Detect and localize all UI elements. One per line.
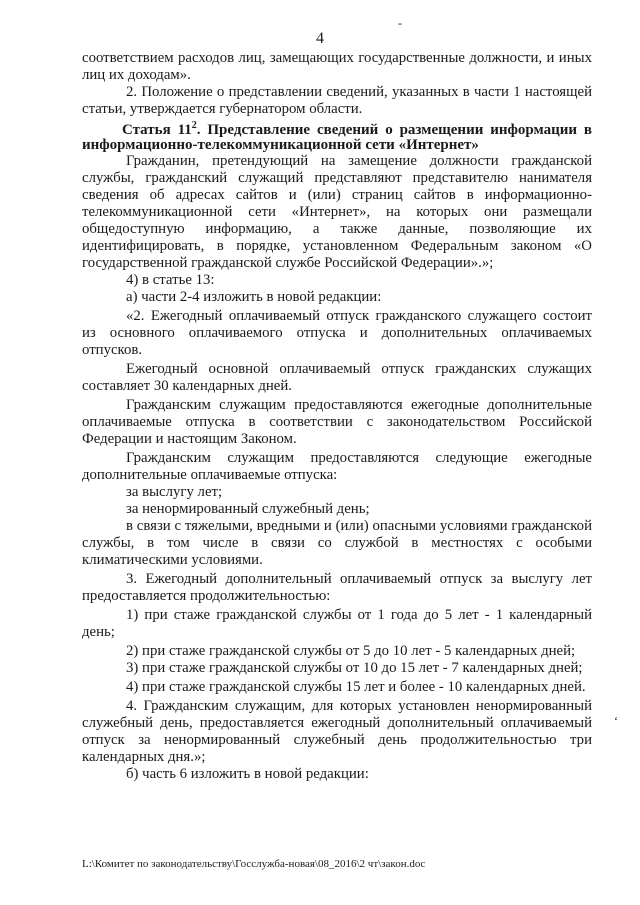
list-item: 4) при стаже гражданской службы 15 лет и более - 10 календарных дней. — [126, 679, 586, 695]
paragraph: 4. Гражданским служащим, для которых установлен ненормированный служебный день, предоставляется ежегодный дополнительный оплачиваемый отпуск за ненормированный служебный день продолжительностью три календарных дня.»; — [82, 698, 592, 765]
paragraph: «2. Ежегодный оплачиваемый отпуск гражданского служащего состоит из основного оплачиваемого отпуска и дополнительных оплачиваемых отпусков. — [82, 308, 592, 358]
list-item: 1) при стаже гражданской службы от 1 года до 5 лет - 1 календарный день; — [82, 607, 592, 640]
paragraph: 3. Ежегодный дополнительный оплачиваемый отпуск за выслугу лет предоставляется продолжительностью: — [82, 571, 592, 604]
paragraph: 2. Положение о представлении сведений, указанных в части 1 настоящей статьи, утверждается губернатором области. — [82, 84, 592, 117]
page-number: 4 — [316, 30, 324, 47]
paragraph: Ежегодный основной оплачиваемый отпуск гражданских служащих составляет 30 календарных дней. — [82, 361, 592, 394]
article-heading-prefix: Статья 11 — [122, 122, 192, 138]
paragraph: а) части 2-4 изложить в новой редакции: — [126, 289, 382, 305]
article-heading-superscript: 2 — [191, 120, 197, 131]
article-heading-text: . Представление сведений о размещении информации в информационно-телекоммуникационной сети «Интернет» — [82, 122, 593, 153]
paragraph: Гражданин, претендующий на замещение должности гражданской службы, гражданский служащий представляют представителю нанимателя сведения об адресах сайтов и (или) страниц сайтов в информационно-телекоммуникационной сети «Интернет», на которых они размещали общедоступную информацию, а также данные, позволяющие их идентифицировать, в порядке, установленном Федеральным законом «О государственной гражданской службе Российской Федерации».»; — [82, 153, 592, 271]
article-heading — [82, 118, 592, 153]
paragraph: б) часть 6 изложить в новой редакции: — [126, 766, 369, 782]
file-path-footer: L:\Комитет по законодательству\Госслужба-новая\08_2016\2 чт\закон.doc — [82, 858, 426, 870]
scan-mark: - — [398, 16, 402, 30]
list-item: в связи с тяжелыми, вредными и (или) опасными условиями гражданской службы, в том числе в связи со службой в местностях с особыми климатическими условиями. — [82, 518, 592, 568]
list-item: за ненормированный служебный день; — [126, 501, 370, 517]
list-item: за выслугу лет; — [126, 484, 223, 500]
paragraph: Гражданским служащим предоставляются ежегодные дополнительные оплачиваемые отпуска в соответствии с законодательством Российской Федерации и настоящим Законом. — [82, 397, 592, 447]
list-item: 3) при стаже гражданской службы от 10 до 15 лет - 7 календарных дней; — [126, 660, 583, 676]
paragraph: 4) в статье 13: — [126, 272, 215, 288]
list-item: 2) при стаже гражданской службы от 5 до 10 лет - 5 календарных дней; — [126, 643, 576, 659]
paragraph: Гражданским служащим предоставляются следующие ежегодные дополнительные оплачиваемые отпуска: — [82, 450, 592, 483]
document-body — [82, 50, 592, 783]
margin-mark: ‘ — [614, 714, 618, 728]
paragraph: соответствием расходов лиц, замещающих государственные должности, и иных лиц их доходам». — [82, 50, 592, 83]
